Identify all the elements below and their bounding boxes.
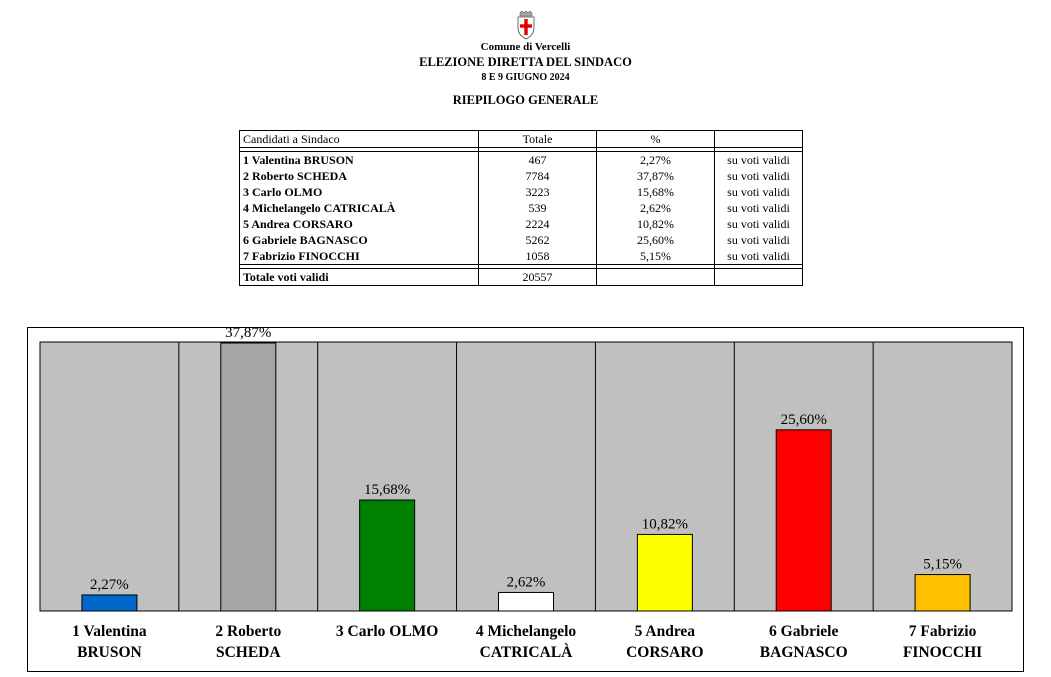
category-label-4: CATRICALÀ [479, 644, 573, 661]
bar-3 [360, 500, 415, 611]
data-label-5: 10,82% [641, 516, 688, 533]
candidate-total: 3223 [479, 184, 597, 200]
table-row [240, 168, 803, 184]
data-label-1: 2,27% [90, 576, 129, 593]
table-row [240, 152, 803, 169]
candidate-total: 1058 [479, 248, 597, 265]
bar-7 [915, 575, 970, 611]
report-date: 8 E 9 GIUGNO 2024 [481, 72, 570, 83]
candidate-name: 1 Valentina BRUSON [240, 152, 479, 169]
candidate-note: su voti validi [715, 216, 803, 232]
candidate-total: 5262 [479, 232, 597, 248]
category-label-2: 2 Roberto [215, 623, 282, 640]
candidate-total: 2224 [479, 216, 597, 232]
report-subtitle: RIEPILOGO GENERALE [452, 93, 599, 107]
candidate-total: 467 [479, 152, 597, 169]
vercelli-crest-icon [515, 10, 537, 40]
category-label-1: BRUSON [77, 644, 142, 661]
data-label-4: 2,62% [506, 574, 546, 591]
candidate-name: 3 Carlo OLMO [240, 184, 479, 200]
candidate-note: su voti validi [715, 152, 803, 169]
plot-area [40, 342, 1012, 611]
bar-2 [221, 343, 276, 611]
category-label-2: SCHEDA [215, 644, 281, 661]
bar-4 [499, 592, 554, 611]
table-row [240, 200, 803, 216]
category-label-5: 5 Andrea [634, 623, 696, 640]
bar-6 [776, 430, 831, 611]
category-label-7: FINOCCHI [902, 644, 983, 661]
data-label-6: 25,60% [780, 411, 827, 428]
candidate-pct: 2,62% [597, 200, 715, 216]
data-label-3: 15,68% [364, 482, 411, 499]
category-label-6: BAGNASCO [759, 644, 848, 661]
category-label-6: 6 Gabriele [769, 623, 839, 640]
candidate-name: 4 Michelangelo CATRICALÀ [240, 200, 479, 216]
candidate-note: su voti validi [715, 232, 803, 248]
candidate-name: 2 Roberto SCHEDA [240, 168, 479, 184]
candidate-note: su voti validi [715, 168, 803, 184]
candidate-pct: 25,60% [597, 232, 715, 248]
candidate-note: su voti validi [715, 184, 803, 200]
candidate-total: 539 [479, 200, 597, 216]
candidate-name: 7 Fabrizio FINOCCHI [240, 248, 479, 265]
total-row [240, 269, 803, 286]
report-header [0, 10, 1051, 110]
header-pct: % [597, 131, 715, 148]
total-pct [597, 269, 715, 286]
table-header-row [240, 131, 803, 148]
candidate-total: 7784 [479, 168, 597, 184]
category-label-5: CORSARO [626, 644, 704, 661]
header-total: Totale [479, 131, 597, 148]
candidate-name: 5 Andrea CORSARO [240, 216, 479, 232]
table-row [240, 248, 803, 265]
bar-chart-frame [27, 327, 1024, 672]
total-value: 20557 [479, 269, 597, 286]
candidate-pct: 37,87% [597, 168, 715, 184]
candidate-pct: 10,82% [597, 216, 715, 232]
header-note [715, 131, 803, 148]
candidate-name: 6 Gabriele BAGNASCO [240, 232, 479, 248]
category-label-1: 1 Valentina [72, 623, 147, 640]
table-row [240, 216, 803, 232]
table-row [240, 184, 803, 200]
data-label-7: 5,15% [923, 556, 962, 573]
data-label-2: 37,87% [225, 328, 272, 341]
candidate-pct: 15,68% [597, 184, 715, 200]
results-table [239, 130, 803, 286]
table-row [240, 232, 803, 248]
report-title: ELEZIONE DIRETTA DEL SINDACO [419, 55, 632, 69]
comune-name: Comune di Vercelli [480, 41, 571, 53]
bar-1 [82, 595, 137, 611]
candidate-note: su voti validi [715, 200, 803, 216]
total-label: Totale voti validi [240, 269, 479, 286]
total-note [715, 269, 803, 286]
header-candidate: Candidati a Sindaco [240, 131, 479, 148]
category-label-7: 7 Fabrizio [908, 623, 977, 640]
candidate-pct: 5,15% [597, 248, 715, 265]
candidate-note: su voti validi [715, 248, 803, 265]
bar-5 [637, 534, 692, 611]
category-label-3: 3 Carlo OLMO [335, 623, 439, 640]
category-label-4: 4 Michelangelo [475, 623, 577, 640]
candidate-pct: 2,27% [597, 152, 715, 169]
bar-chart [28, 328, 1023, 671]
